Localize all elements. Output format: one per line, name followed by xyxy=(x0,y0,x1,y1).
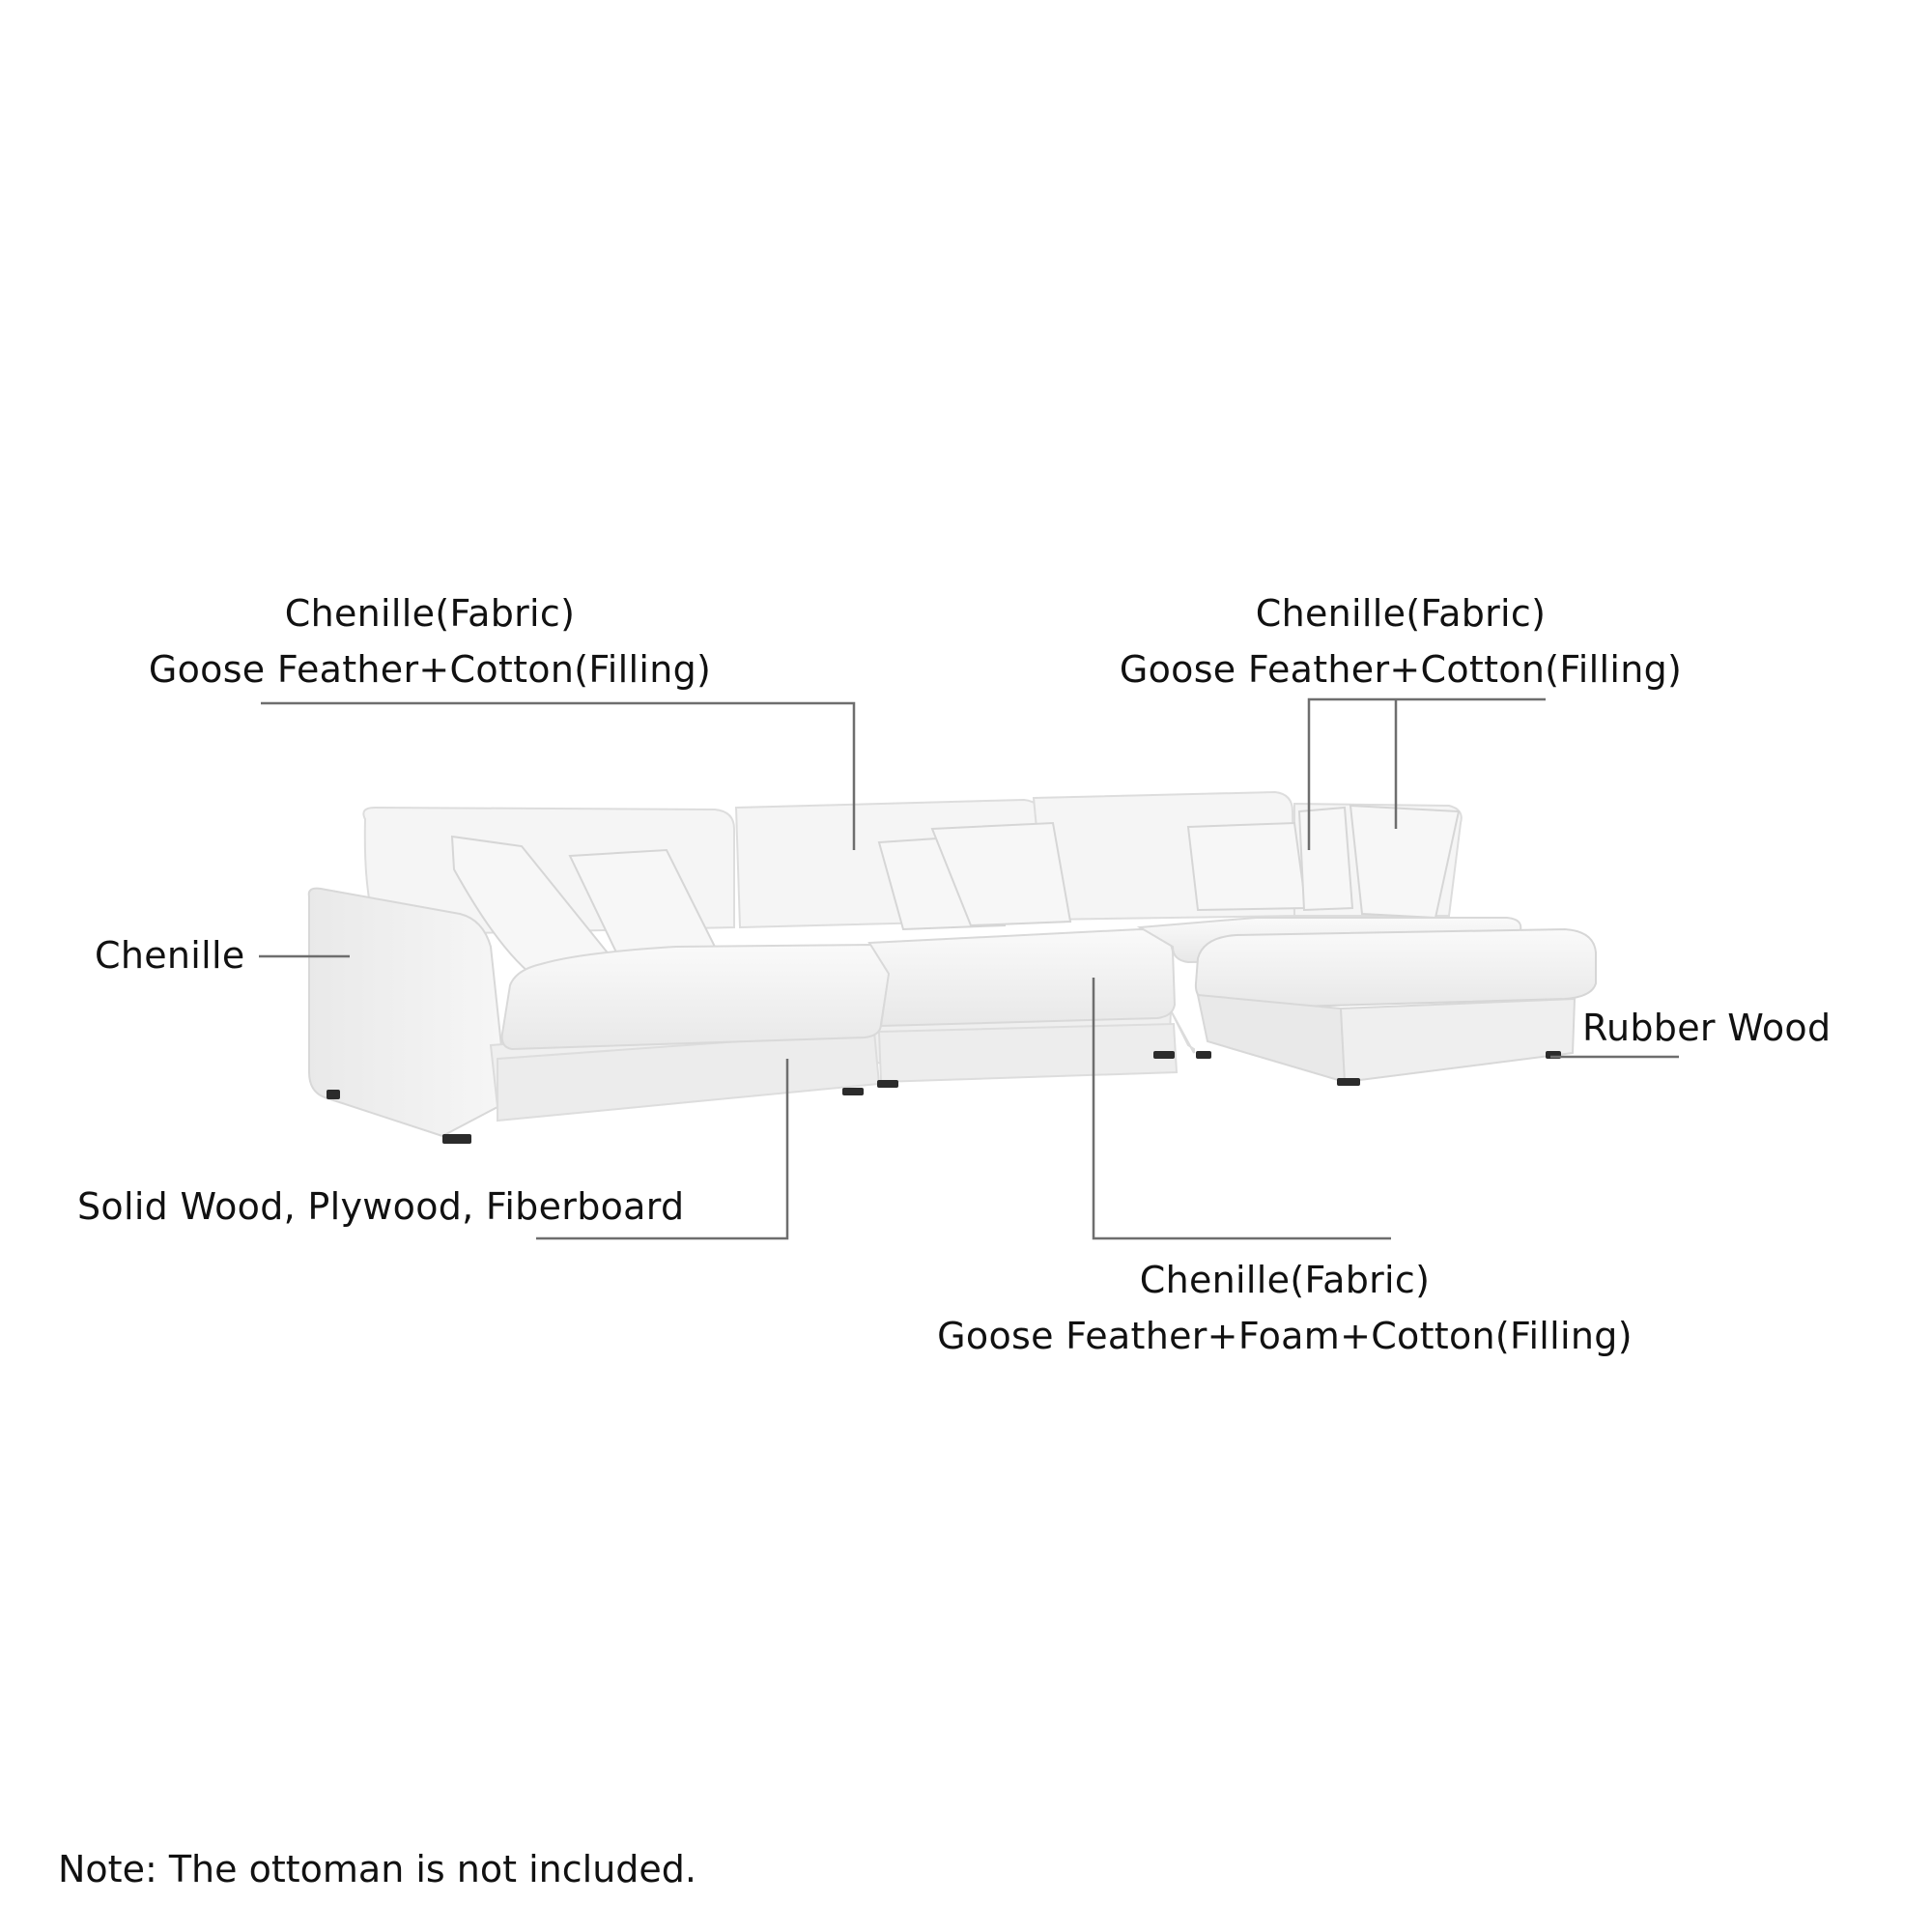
callout-cushion-right xyxy=(1101,585,1700,697)
callout-cushion-left-fabric: Chenille(Fabric) xyxy=(284,592,576,635)
callout-cushion-right-filling: Goose Feather+Cotton(Filling) xyxy=(1119,648,1683,691)
callout-seat-fabric: Chenille(Fabric) xyxy=(1139,1259,1431,1301)
callout-cushion-left xyxy=(135,585,724,697)
callout-seat-filling: Goose Feather+Foam+Cotton(Filling) xyxy=(937,1315,1633,1357)
callout-arm-material: Chenille xyxy=(95,934,245,977)
chaise-module xyxy=(1196,929,1596,1082)
callout-seat-cushion xyxy=(918,1252,1652,1364)
callout-legs-material: Rubber Wood xyxy=(1582,1007,1832,1049)
callout-cushion-left-filling: Goose Feather+Cotton(Filling) xyxy=(148,648,712,691)
callout-frame-material: Solid Wood, Plywood, Fiberboard xyxy=(77,1185,685,1228)
ottoman-note: Note: The ottoman is not included. xyxy=(58,1848,696,1890)
callout-cushion-right-fabric: Chenille(Fabric) xyxy=(1255,592,1547,635)
